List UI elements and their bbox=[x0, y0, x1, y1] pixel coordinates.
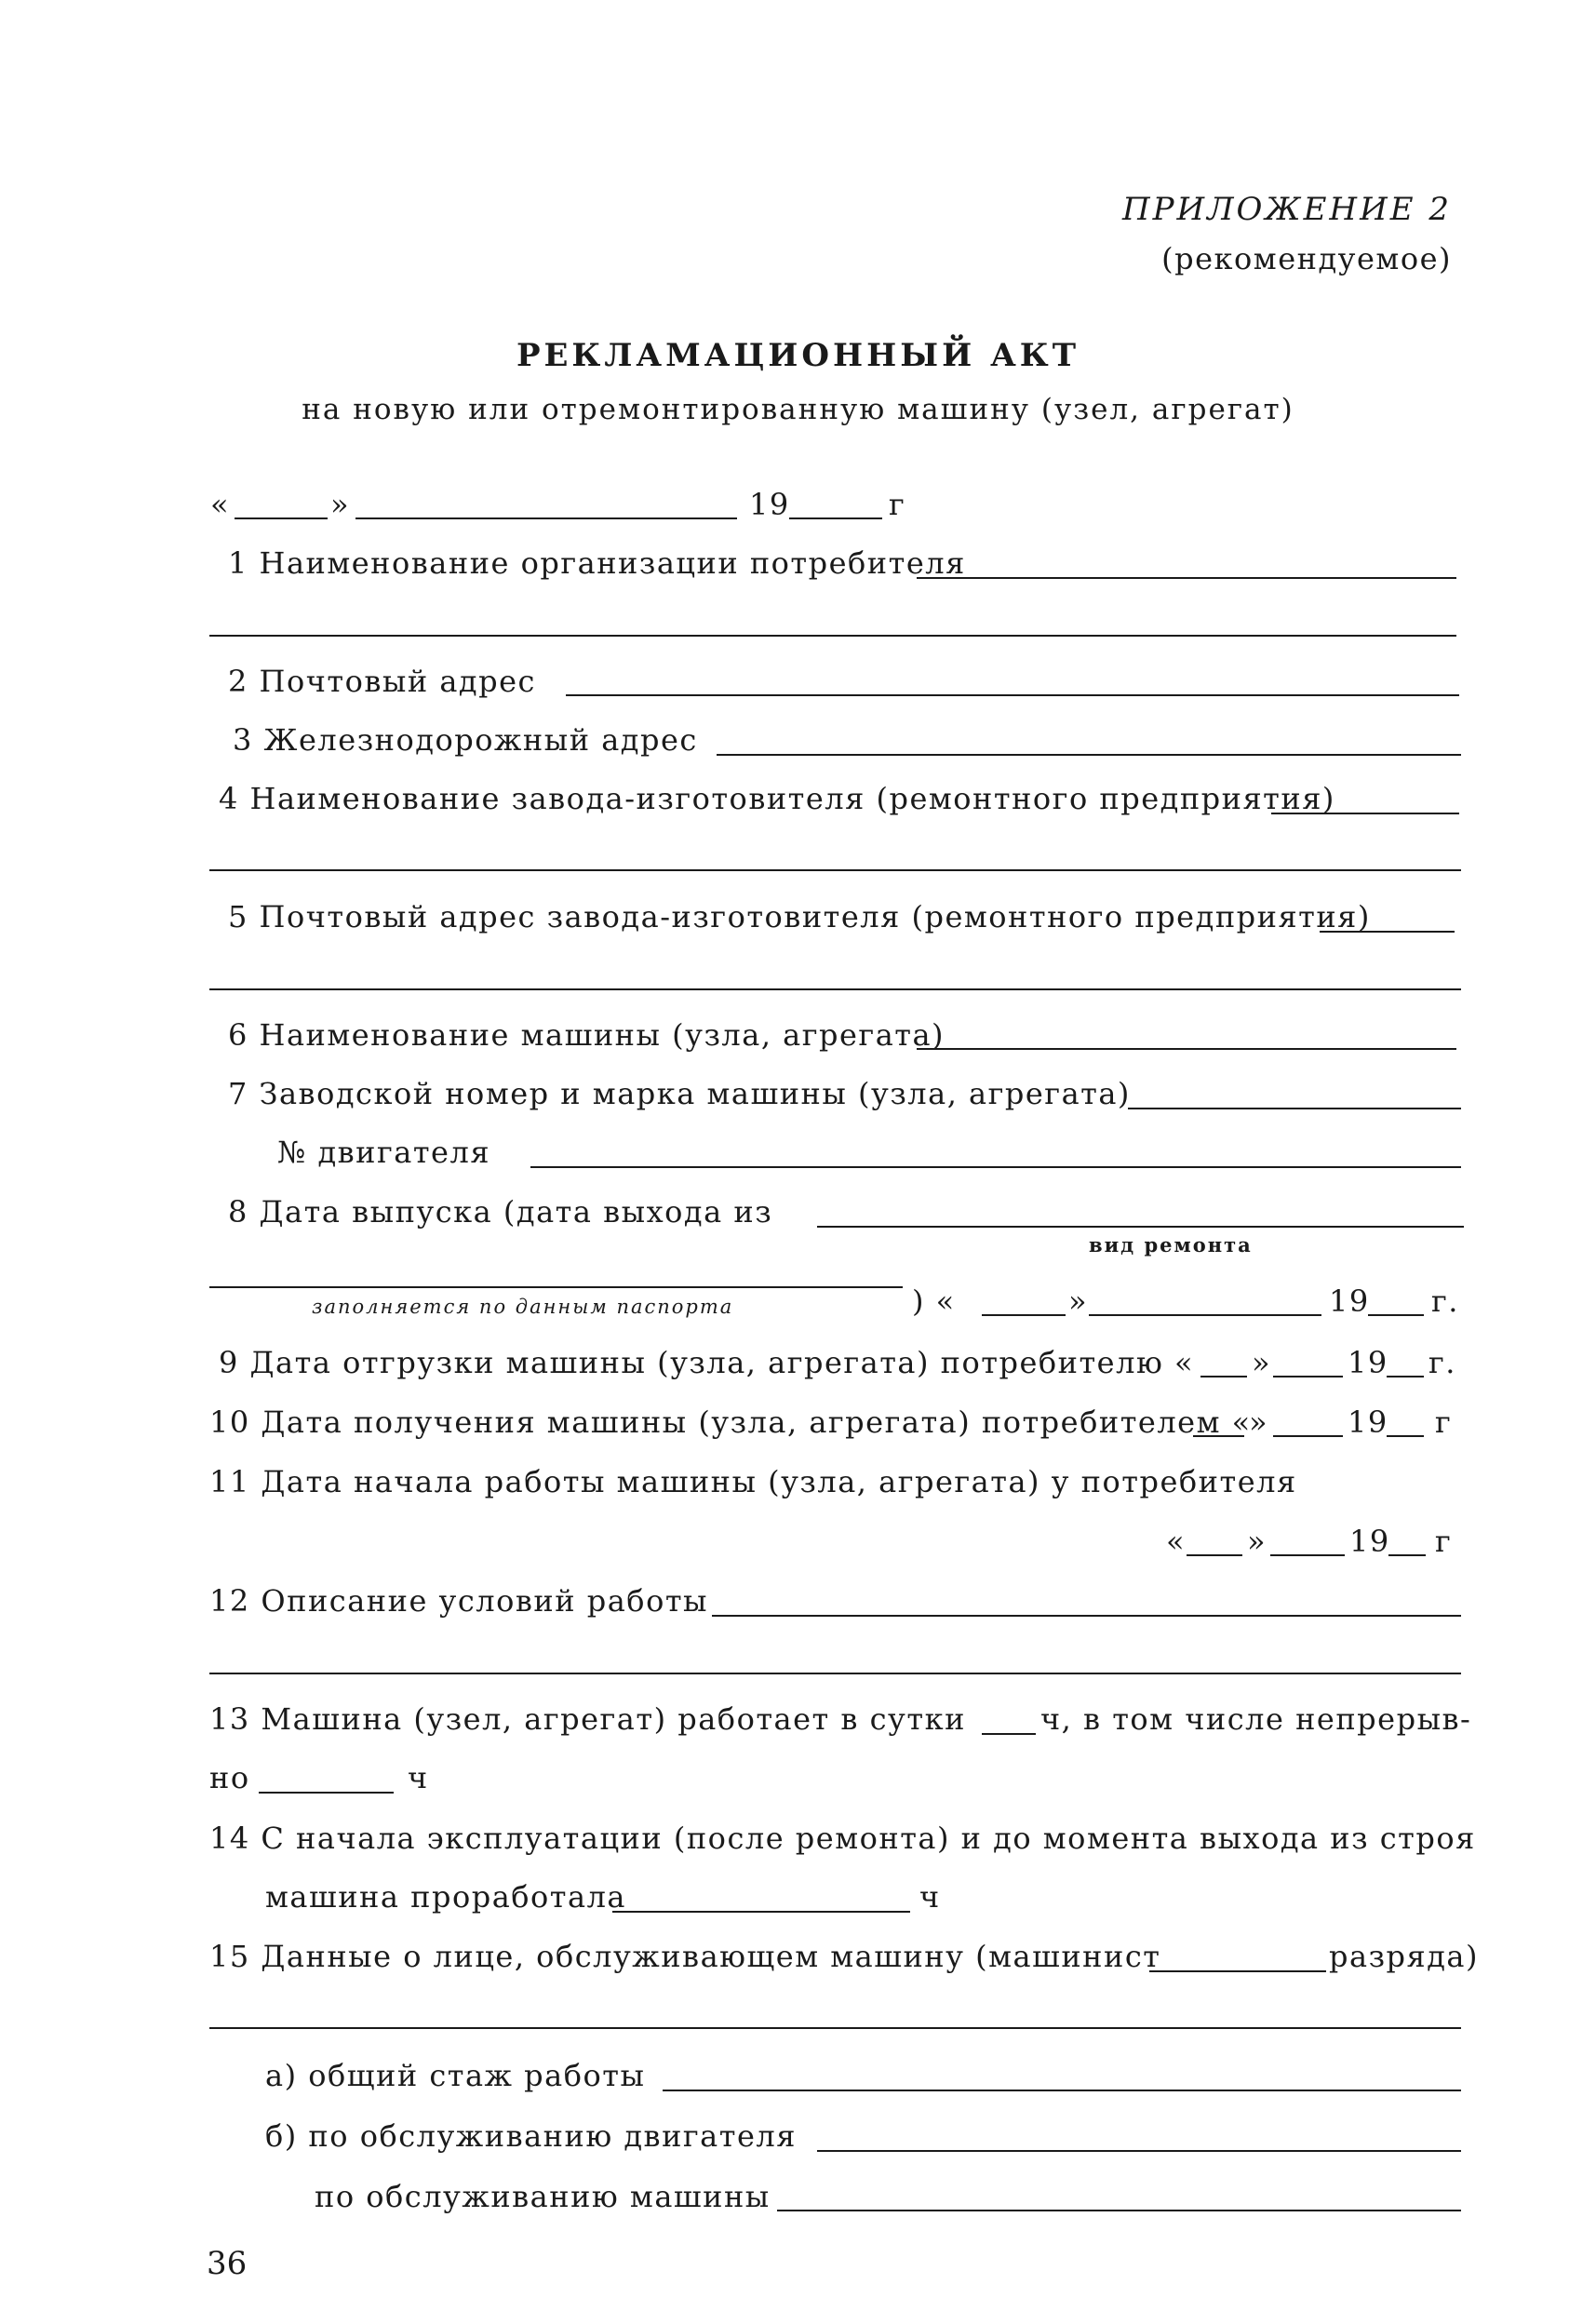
item-8-day-blank bbox=[982, 1314, 1066, 1316]
item-10-year-prefix: 19 bbox=[1348, 1404, 1388, 1440]
item-10-year-blank bbox=[1387, 1435, 1424, 1437]
item-14-hours-unit: ч bbox=[919, 1879, 941, 1915]
item-6-blank bbox=[917, 1048, 1456, 1050]
page-number: 36 bbox=[207, 2245, 248, 2282]
item-6-label: 6 Наименование машины (узла, агрегата) bbox=[228, 1017, 946, 1053]
item-8-label: 8 Дата выпуска (дата выхода из bbox=[228, 1194, 773, 1230]
item-9-day-blank bbox=[1200, 1376, 1247, 1377]
item-3-label: 3 Железнодорожный адрес bbox=[233, 722, 698, 758]
item-11-month-blank bbox=[1270, 1554, 1345, 1556]
item-7-label: 7 Заводской номер и марка машины (узла, агрегата) bbox=[228, 1076, 1131, 1111]
item-8-paren: ) « bbox=[912, 1283, 956, 1319]
item-15-blank-2 bbox=[209, 2027, 1461, 2029]
item-1-blank bbox=[917, 577, 1456, 579]
item-11-year-prefix: 19 bbox=[1349, 1524, 1390, 1559]
item-1-label: 1 Наименование организации потребителя bbox=[228, 545, 966, 581]
item-13-continuous-blank bbox=[259, 1792, 394, 1794]
date-close-quote: » bbox=[330, 487, 351, 522]
item-2-label: 2 Почтовый адрес bbox=[228, 664, 536, 699]
item-2-blank bbox=[566, 694, 1459, 696]
item-15-grade-blank bbox=[1149, 1970, 1326, 1972]
date-day-blank bbox=[235, 517, 328, 519]
appendix-label: ПРИЛОЖЕНИЕ 2 bbox=[1121, 191, 1452, 228]
item-5-label: 5 Почтовый адрес завода-изготовителя (ремонтного предприятия) bbox=[228, 899, 1371, 934]
item-11-label: 11 Дата начала работы машины (узла, агрегата) у потребителя bbox=[209, 1464, 1297, 1499]
item-9-month-blank bbox=[1273, 1376, 1343, 1377]
item-8-year-prefix: 19 bbox=[1329, 1283, 1370, 1319]
item-10-close-quote: » bbox=[1249, 1404, 1269, 1440]
item-11-day-blank bbox=[1187, 1554, 1242, 1556]
item-8-note-passport: заполняется по данным паспорта bbox=[312, 1296, 734, 1318]
item-12-blank bbox=[712, 1615, 1461, 1617]
item-11-open-quote: « bbox=[1166, 1524, 1187, 1559]
item-10-year-suffix: г bbox=[1435, 1404, 1453, 1440]
recommended-label: (рекомендуемое) bbox=[1161, 241, 1452, 276]
item-12-label: 12 Описание условий работы bbox=[209, 1583, 708, 1619]
date-year-blank bbox=[789, 517, 882, 519]
item-7-blank bbox=[1128, 1108, 1461, 1109]
item-15-grade-label: разряда) bbox=[1329, 1939, 1479, 1974]
item-15c-blank bbox=[777, 2210, 1461, 2211]
item-9-year-blank bbox=[1387, 1376, 1424, 1377]
item-12-blank-2 bbox=[209, 1673, 1461, 1674]
item-15-label: 15 Данные о лице, обслуживающем машину (машинист bbox=[209, 1939, 1161, 1974]
item-9-label: 9 Дата отгрузки машины (узла, агрегата) потребителю « bbox=[219, 1345, 1195, 1380]
item-9-year-suffix: г. bbox=[1428, 1345, 1456, 1380]
item-13-label: 13 Машина (узел, агрегат) работает в сутки bbox=[209, 1701, 966, 1737]
item-15a-label: а) общий стаж работы bbox=[265, 2058, 646, 2093]
item-11-year-blank bbox=[1388, 1554, 1426, 1556]
date-open-quote: « bbox=[210, 487, 231, 522]
date-year-suffix: г bbox=[889, 487, 906, 522]
item-7-engine-label: № двигателя bbox=[277, 1135, 490, 1170]
item-14-label: 14 С начала эксплуатации (после ремонта) и до момента выхода из строя bbox=[209, 1821, 1476, 1856]
item-15a-blank bbox=[663, 2090, 1461, 2091]
item-14-worked-label: машина проработала bbox=[265, 1879, 626, 1915]
item-13-wrap: но bbox=[209, 1760, 250, 1795]
item-11-year-suffix: г bbox=[1435, 1524, 1453, 1559]
item-8-year-suffix: г. bbox=[1431, 1283, 1459, 1319]
date-month-blank bbox=[355, 517, 737, 519]
item-9-year-prefix: 19 bbox=[1348, 1345, 1388, 1380]
item-15b-label: б) по обслуживанию двигателя bbox=[265, 2118, 797, 2154]
item-1-blank-2 bbox=[209, 635, 1456, 637]
item-11-close-quote: » bbox=[1247, 1524, 1267, 1559]
document-title: РЕКЛАМАЦИОННЫЙ АКТ bbox=[516, 337, 1080, 374]
item-8-month-blank bbox=[1089, 1314, 1321, 1316]
item-8-close-quote: » bbox=[1068, 1283, 1089, 1319]
item-15b-blank bbox=[817, 2150, 1461, 2152]
date-year-prefix: 19 bbox=[749, 487, 790, 522]
item-4-blank bbox=[1271, 813, 1459, 814]
item-4-label: 4 Наименование завода-изготовителя (ремонтного предприятия) bbox=[219, 781, 1335, 816]
item-14-hours-blank bbox=[612, 1911, 910, 1913]
item-10-label: 10 Дата получения машины (узла, агрегата) потребителем « bbox=[209, 1404, 1252, 1440]
item-9-close-quote: » bbox=[1252, 1345, 1272, 1380]
item-10-month-blank bbox=[1273, 1435, 1343, 1437]
item-10-day-blank bbox=[1193, 1435, 1244, 1437]
item-5-blank-2 bbox=[209, 988, 1461, 990]
item-8-note-repair: вид ремонта bbox=[1089, 1233, 1253, 1257]
item-15c-label: по обслуживанию машины bbox=[315, 2179, 771, 2214]
item-13-hours-unit: ч bbox=[408, 1760, 429, 1795]
item-13-hours-blank bbox=[982, 1733, 1036, 1735]
item-5-blank bbox=[1320, 931, 1455, 933]
document-subtitle: на новую или отремонтированную машину (узел, агрегат) bbox=[302, 393, 1294, 426]
item-13-continuation: ч, в том числе непрерыв- bbox=[1040, 1701, 1472, 1737]
item-8-year-blank bbox=[1368, 1314, 1424, 1316]
item-7-engine-blank bbox=[530, 1166, 1461, 1168]
item-3-blank bbox=[717, 754, 1461, 756]
item-4-blank-2 bbox=[209, 869, 1461, 871]
